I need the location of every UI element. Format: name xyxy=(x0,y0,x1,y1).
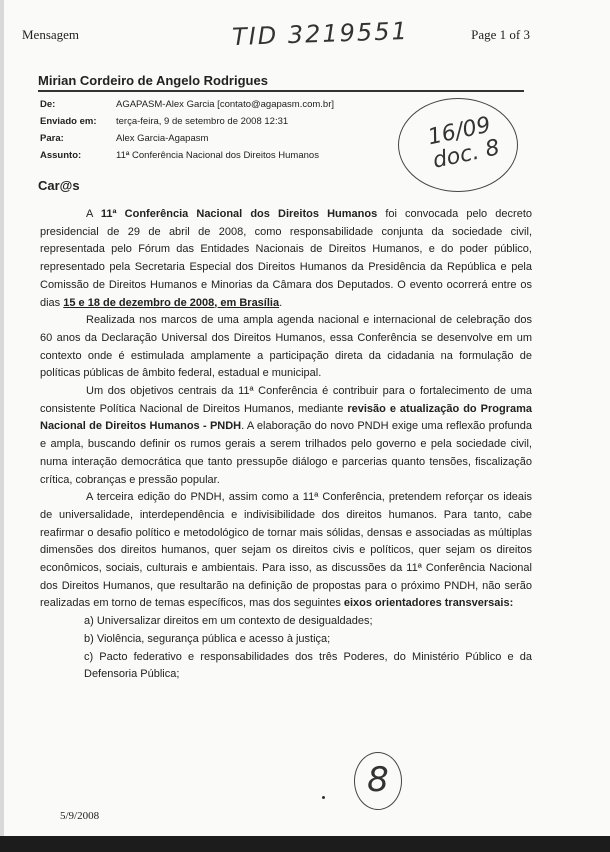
list-item: a) Universalizar direitos em um contexto de desigualdades; xyxy=(84,615,373,628)
meta-label: De: xyxy=(40,99,56,110)
meta-value: Alex Garcia-Agapasm xyxy=(116,133,209,144)
handwritten-stamp-text: 16/09 doc. 8 xyxy=(425,112,502,174)
axes-highlight: eixos orientadores transversais: xyxy=(343,597,514,610)
meta-row-from xyxy=(40,99,436,116)
header-title: Mensagem xyxy=(22,27,80,42)
list-item: b) Violência, segurança pública e acesso à justiça; xyxy=(84,632,331,645)
email-sender-name: Mirian Cordeiro de Angelo Rodrigues xyxy=(38,73,268,88)
handwritten-tid: TID 3219551 xyxy=(231,16,410,52)
pndh-highlight: revisão e atualização do Programa Nacional de Direitos Humanos - PNDH xyxy=(40,402,532,433)
email-body xyxy=(40,206,532,684)
paragraph-3 xyxy=(40,383,532,489)
axes-list xyxy=(84,613,532,684)
meta-row-sent xyxy=(40,116,436,133)
meta-value: 11ª Conferência Nacional dos Direitos Humanos xyxy=(116,150,319,161)
paragraph-4 xyxy=(40,489,532,613)
text: foi convocada pelo decreto presidencial de 29 de abril de 2008, como responsabilidade conjunta da sociedade civil, representada pelo Fórum das Entidades Nacionais de Direitos Humanos, e do poder público, representado pela Secretaria Especial dos Direitos Humanos da Presidência da República e pela Comissão de Direitos Humanos e Minorias da Câmara dos Deputados. O evento ocorrerá entre os dias xyxy=(40,208,532,309)
page-edge-shadow xyxy=(0,0,4,852)
conference-name: 11ª Conferência Nacional dos Direitos Humanos xyxy=(100,208,378,220)
footer-date: 5/9/2008 xyxy=(60,810,100,822)
meta-value: AGAPASM-Alex Garcia [contato@agapasm.com.br] xyxy=(116,99,335,110)
text: . xyxy=(279,296,283,309)
meta-row-subject xyxy=(40,150,436,167)
paragraph-2: Realizada nos marcos de uma ampla agenda nacional e internacional de celebração dos 60 anos da Declaração Universal dos Direitos Humanos, essa Conferência se desenvolve em um contexto onde é estimulada amplamente a participação direta da cidadania na formulação de políticas públicas de âmbito federal, estadual e municipal. xyxy=(40,314,532,380)
list-item: c) Pacto federativo e responsabilidades dos três Poderes, do Ministério Público e da Defensoria Pública; xyxy=(84,650,532,681)
page-number: Page 1 of 3 xyxy=(471,27,530,42)
email-meta xyxy=(40,99,436,167)
meta-value: terça-feira, 9 de setembro de 2008 12:31 xyxy=(116,116,289,127)
meta-row-to xyxy=(40,133,436,150)
text: A xyxy=(86,208,101,220)
sender-divider xyxy=(38,90,524,92)
paragraph-1 xyxy=(40,206,532,312)
scan-bottom-edge xyxy=(0,836,610,852)
meta-label: Assunto: xyxy=(40,150,82,161)
text: A terceira edição do PNDH, assim como a 11ª Conferência, pretendem reforçar os ideais de universalidade, interdependência e indivisibilidade dos direitos humanos. Para tanto, cabe reafirmar o desafio político e metodológico de tornar mais sólidas, densas e associadas as múltiplas dimensões dos direitos humanos, quer sejam os direitos civis e políticos, quer sejam os direitos econômicos, sociais, culturais e ambientais. Para isso, as discussões da 11ª Conferência Nacional dos Direitos Humanos, que resultarão na definição de propostas para o próximo PNDH, não serão realizadas em torno de temas específicos, mas dos seguintes xyxy=(40,491,532,610)
meta-label: Enviado em: xyxy=(40,116,97,127)
handwritten-page-number: 8 xyxy=(354,752,402,810)
text: . A elaboração do novo PNDH exige uma reflexão profunda e ampla, buscando definir os rumos gerais a serem trilhados pelo governo e pela sociedade civil, numa interação democrática que tanto pressupõe diálogo e parcerias quanto tensões, fiscalização crítica, cobranças e pressão popular. xyxy=(40,420,532,486)
text: Um dos objetivos centrais da 11ª Conferência é contribuir para o fortalecimento de uma consistente Política Nacional de Direitos Humanos, mediante xyxy=(40,385,532,415)
meta-label: Para: xyxy=(40,133,64,144)
event-dates: 15 e 18 de dezembro de 2008, em Brasília xyxy=(63,296,280,309)
ink-dot xyxy=(322,796,325,799)
greeting: Car@s xyxy=(38,178,80,193)
